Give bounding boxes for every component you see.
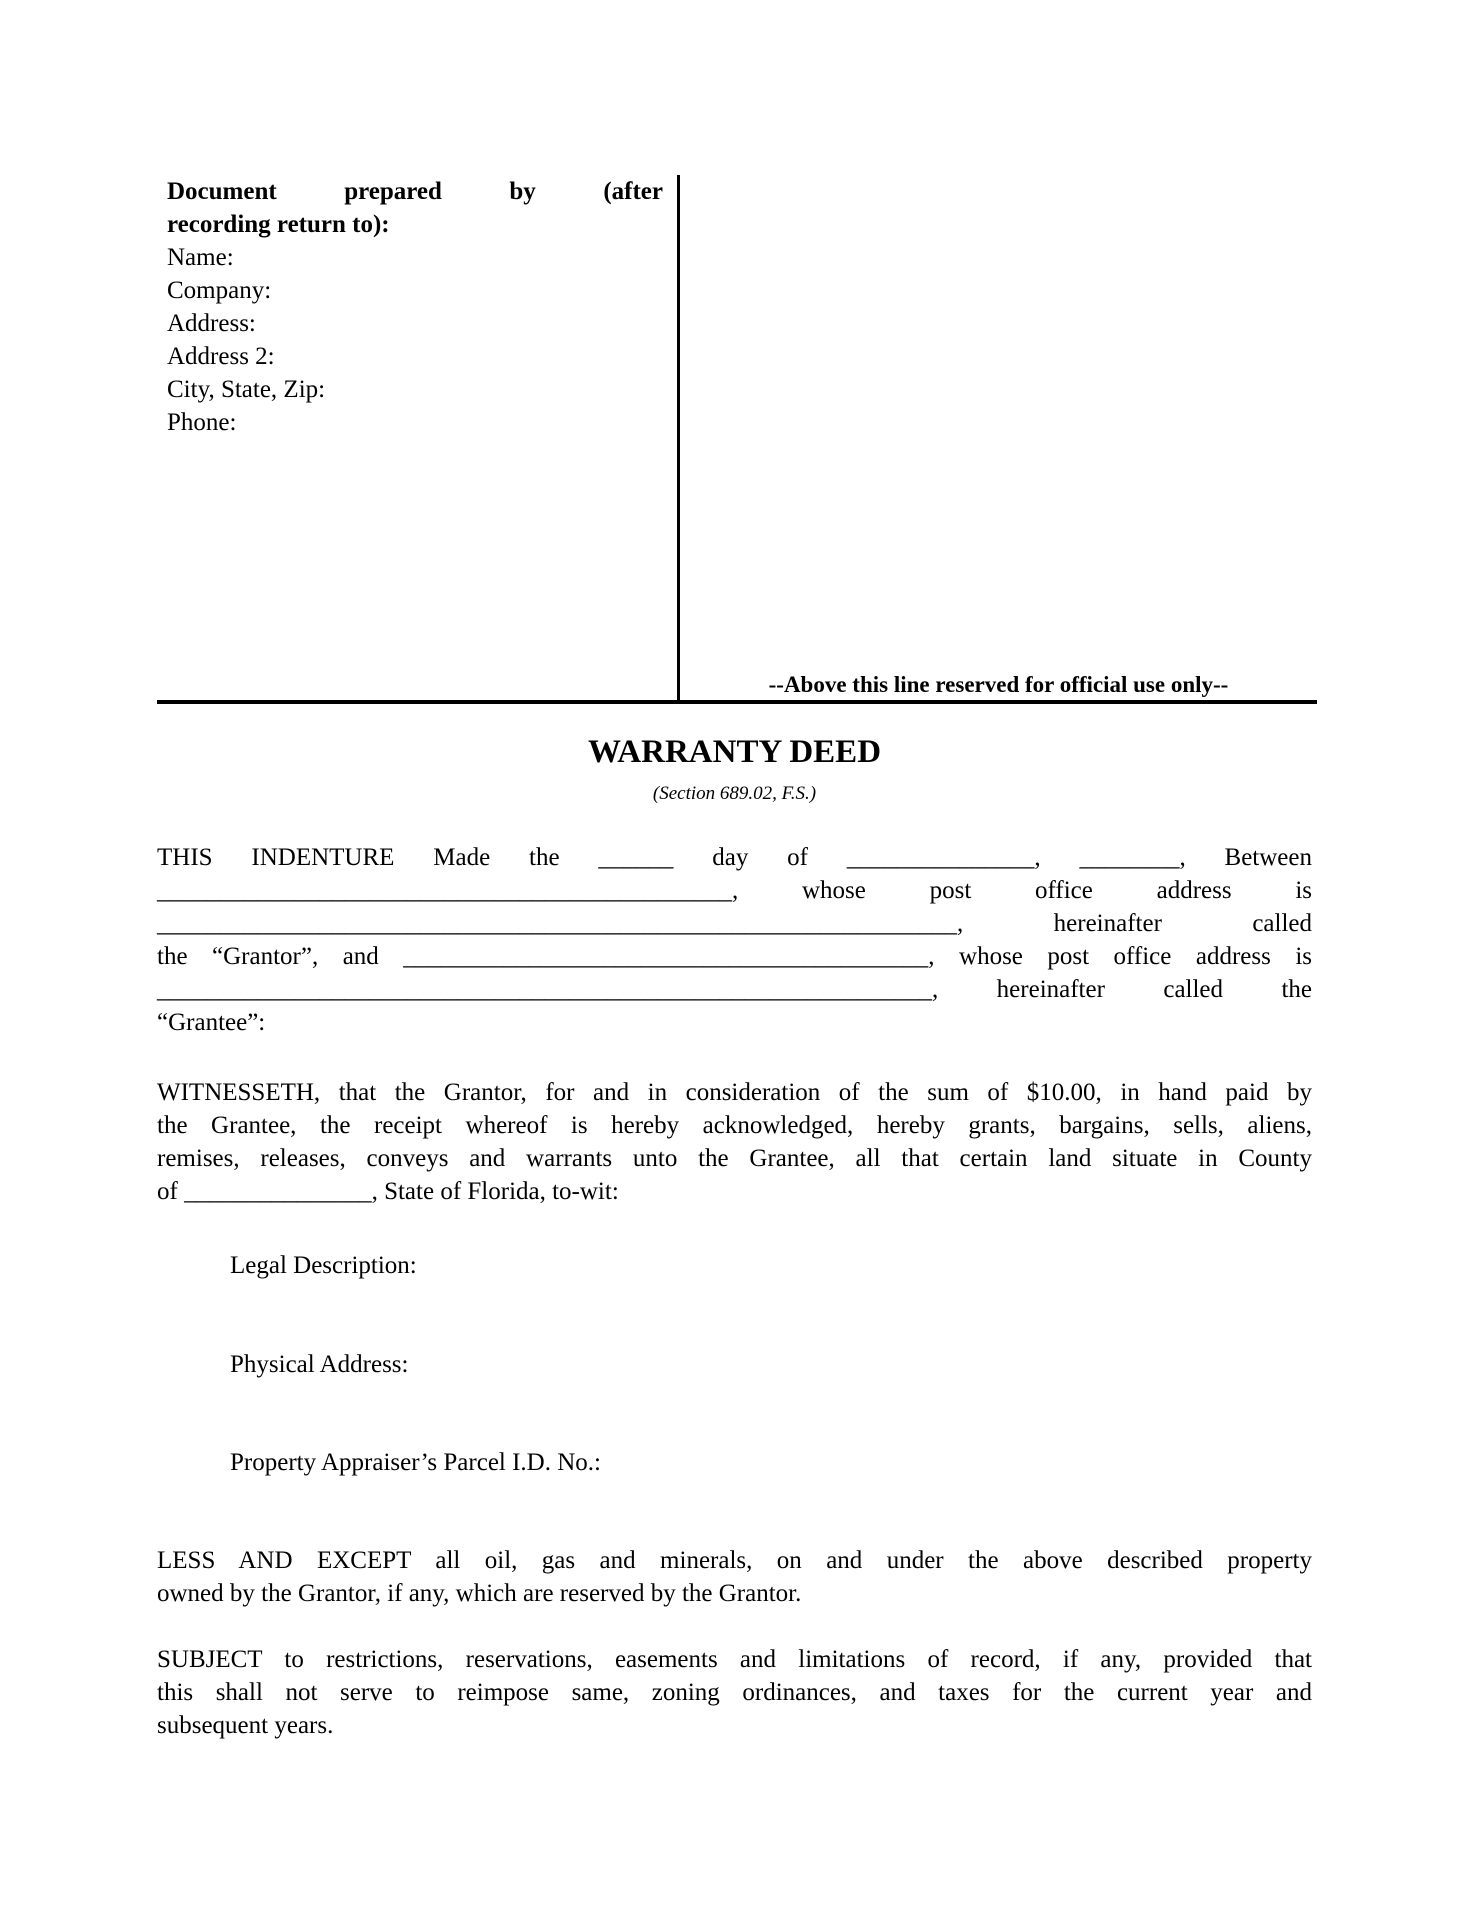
witnesseth-line: remises, releases, conveys and warrants unto the Grantee, all that certain land situate in County [157, 1145, 1312, 1172]
legal-description-label: Legal Description: [230, 1252, 417, 1279]
field-label-address: Address: [167, 310, 256, 337]
witnesseth-paragraph [157, 1076, 1312, 1208]
recording-header-section [157, 175, 1317, 704]
indenture-line: ______________________________________________, whose post office address is [157, 877, 1312, 904]
prepared-by-heading-line1: Document prepared by (after [167, 178, 663, 205]
indenture-line: ________________________________________________________________, hereinafter called [157, 910, 1312, 937]
vertical-divider-line [677, 175, 680, 700]
indenture-line: THIS INDENTURE Made the ______ day of _______________, ________, Between [157, 844, 1312, 871]
witnesseth-line: the Grantee, the receipt whereof is hereby acknowledged, hereby grants, bargains, sells, aliens, [157, 1112, 1312, 1139]
official-use-note: --Above this line reserved for official use only-- [768, 672, 1229, 697]
page-title: WARRANTY DEED [587, 734, 882, 770]
subject-paragraph [157, 1643, 1312, 1742]
subject-line: SUBJECT to restrictions, reservations, easements and limitations of record, if any, provided that [157, 1646, 1312, 1673]
field-label-phone: Phone: [167, 409, 237, 436]
page-subtitle: (Section 689.02, F.S.) [652, 783, 817, 804]
less-except-line: owned by the Grantor, if any, which are reserved by the Grantor. [157, 1580, 802, 1607]
prepared-by-heading-line2: recording return to): [167, 211, 390, 238]
field-label-name: Name: [167, 244, 234, 271]
field-label-city-state-zip: City, State, Zip: [167, 376, 326, 403]
physical-address-label: Physical Address: [230, 1351, 409, 1378]
parcel-id-label: Property Appraiser’s Parcel I.D. No.: [230, 1449, 601, 1476]
witnesseth-line: WITNESSETH, that the Grantor, for and in consideration of the sum of $10.00, in hand paid by [157, 1079, 1312, 1106]
field-label-address2: Address 2: [167, 343, 275, 370]
subject-line: this shall not serve to reimpose same, zoning ordinances, and taxes for the current year and [157, 1679, 1312, 1706]
indenture-line: “Grantee”: [157, 1009, 266, 1036]
prepared-by-block [167, 175, 663, 439]
indenture-line: the “Grantor”, and __________________________________________, whose post office address is [157, 943, 1312, 970]
subject-line: subsequent years. [157, 1712, 334, 1739]
witnesseth-line: of _______________, State of Florida, to-wit: [157, 1178, 619, 1205]
field-label-company: Company: [167, 277, 272, 304]
indenture-paragraph [157, 841, 1312, 1039]
less-except-line: LESS AND EXCEPT all oil, gas and minerals, on and under the above described property [157, 1547, 1312, 1574]
less-except-paragraph [157, 1544, 1312, 1610]
indenture-line: ______________________________________________________________, hereinafter called the [157, 976, 1312, 1003]
